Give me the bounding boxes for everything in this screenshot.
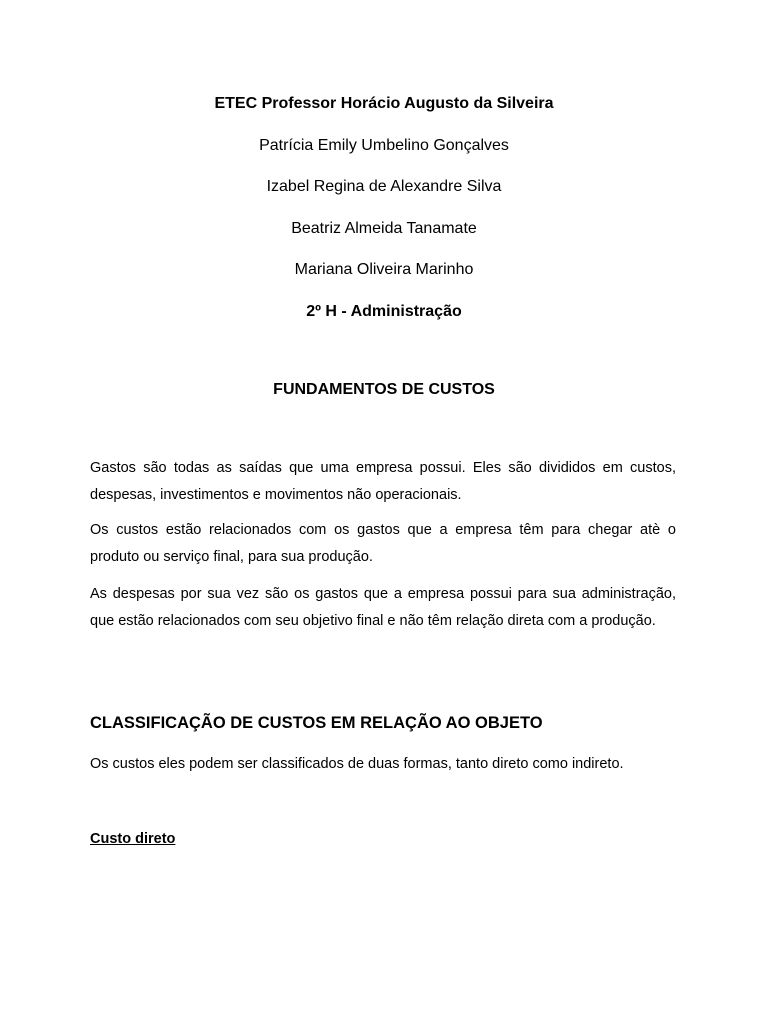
subheading: Custo direto (90, 831, 176, 847)
school-name: ETEC Professor Horácio Augusto da Silveira (214, 95, 554, 112)
paragraph: Gastos são todas as saídas que uma empresa possui. Eles são divididos em custos, despesas, investimentos e movimentos não operacionais. (90, 460, 676, 503)
section-heading: CLASSIFICAÇÃO DE CUSTOS EM RELAÇÃO AO OBJETO (90, 714, 543, 732)
document-title: FUNDAMENTOS DE CUSTOS (273, 381, 495, 398)
paragraph: Os custos eles podem ser classificados de duas formas, tanto direto como indireto. (90, 756, 624, 772)
author-name: Izabel Regina de Alexandre Silva (266, 178, 502, 195)
paragraph: Os custos estão relacionados com os gastos que a empresa têm para chegar atè o produto ou serviço final, para sua produção. (90, 522, 676, 565)
author-name: Beatriz Almeida Tanamate (291, 220, 477, 237)
class-label: 2º H - Administração (306, 303, 462, 320)
author-name: Patrícia Emily Umbelino Gonçalves (259, 137, 509, 154)
paragraph: As despesas por sua vez são os gastos que a empresa possui para sua administração, que estão relacionados com seu objetivo final e não têm relação direta com a produção. (90, 586, 676, 629)
author-name: Mariana Oliveira Marinho (294, 261, 474, 278)
